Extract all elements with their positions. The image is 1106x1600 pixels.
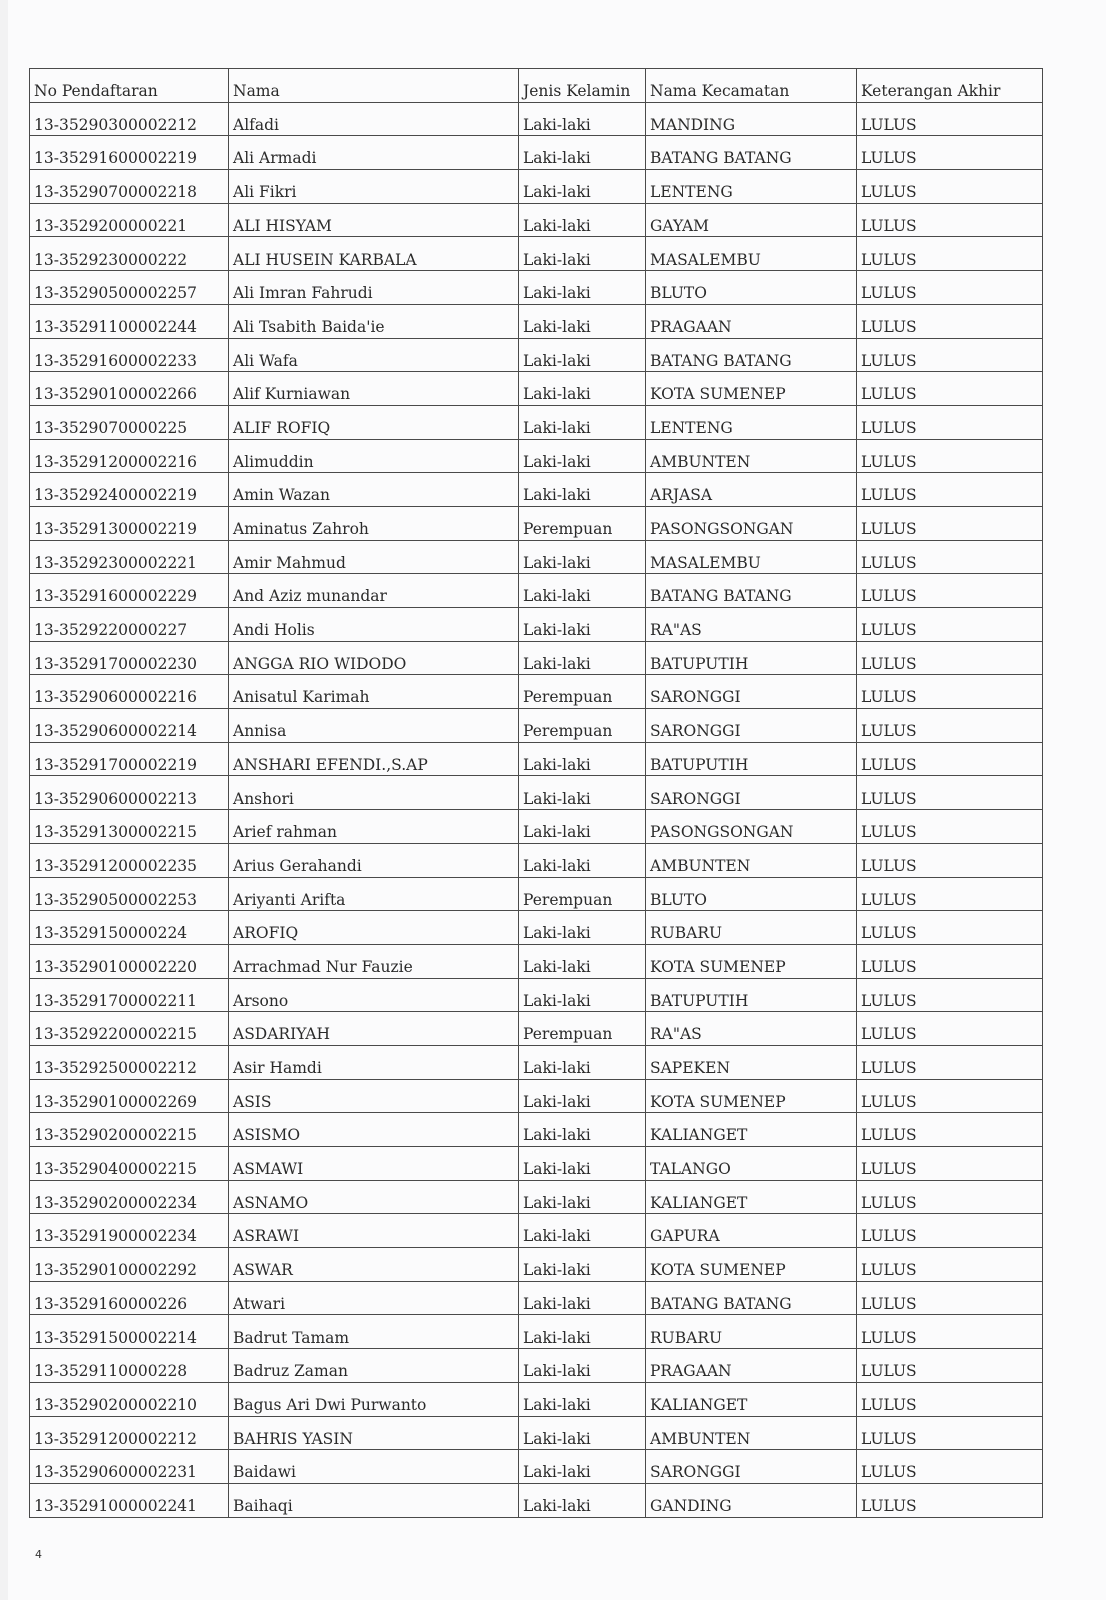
cell-jenis-kelamin: Laki-laki xyxy=(519,810,646,844)
cell-nama: ASMAWI xyxy=(229,1147,519,1181)
table-row xyxy=(30,102,1043,136)
cell-nama-kecamatan: RUBARU xyxy=(646,911,857,945)
cell-no-pendaftaran: 13-35291700002230 xyxy=(30,641,229,675)
cell-jenis-kelamin: Laki-laki xyxy=(519,304,646,338)
cell-no-pendaftaran: 13-35291000002241 xyxy=(30,1483,229,1517)
cell-nama-kecamatan: KOTA SUMENEP xyxy=(646,1079,857,1113)
table-row xyxy=(30,877,1043,911)
cell-jenis-kelamin: Laki-laki xyxy=(519,1113,646,1147)
cell-jenis-kelamin: Laki-laki xyxy=(519,136,646,170)
cell-no-pendaftaran: 13-35290600002231 xyxy=(30,1450,229,1484)
cell-keterangan-akhir: LULUS xyxy=(857,473,1043,507)
cell-jenis-kelamin: Laki-laki xyxy=(519,338,646,372)
cell-no-pendaftaran: 13-35291500002214 xyxy=(30,1315,229,1349)
cell-no-pendaftaran: 13-3529070000225 xyxy=(30,405,229,439)
table-row xyxy=(30,1214,1043,1248)
cell-nama: And Aziz munandar xyxy=(229,574,519,608)
cell-nama: ANSHARI EFENDI.,S.AP xyxy=(229,742,519,776)
cell-no-pendaftaran: 13-35291600002233 xyxy=(30,338,229,372)
cell-nama: Alfadi xyxy=(229,102,519,136)
cell-nama-kecamatan: KALIANGET xyxy=(646,1382,857,1416)
table-row xyxy=(30,1483,1043,1517)
table-row xyxy=(30,1147,1043,1181)
cell-jenis-kelamin: Perempuan xyxy=(519,675,646,709)
cell-nama-kecamatan: BATUPUTIH xyxy=(646,742,857,776)
header-nama: Nama xyxy=(229,69,519,103)
cell-no-pendaftaran: 13-35290100002266 xyxy=(30,372,229,406)
cell-jenis-kelamin: Laki-laki xyxy=(519,1349,646,1383)
cell-nama: Badruz Zaman xyxy=(229,1349,519,1383)
table-row xyxy=(30,675,1043,709)
cell-keterangan-akhir: LULUS xyxy=(857,203,1043,237)
cell-keterangan-akhir: LULUS xyxy=(857,944,1043,978)
cell-keterangan-akhir: LULUS xyxy=(857,978,1043,1012)
cell-no-pendaftaran: 13-35291200002212 xyxy=(30,1416,229,1450)
cell-keterangan-akhir: LULUS xyxy=(857,1045,1043,1079)
table-row xyxy=(30,1382,1043,1416)
cell-nama: Amin Wazan xyxy=(229,473,519,507)
cell-nama-kecamatan: KOTA SUMENEP xyxy=(646,1248,857,1282)
cell-keterangan-akhir: LULUS xyxy=(857,911,1043,945)
cell-jenis-kelamin: Laki-laki xyxy=(519,911,646,945)
cell-keterangan-akhir: LULUS xyxy=(857,271,1043,305)
cell-jenis-kelamin: Laki-laki xyxy=(519,439,646,473)
cell-no-pendaftaran: 13-35290200002215 xyxy=(30,1113,229,1147)
cell-jenis-kelamin: Laki-laki xyxy=(519,1079,646,1113)
cell-jenis-kelamin: Laki-laki xyxy=(519,574,646,608)
cell-keterangan-akhir: LULUS xyxy=(857,237,1043,271)
cell-keterangan-akhir: LULUS xyxy=(857,641,1043,675)
cell-nama-kecamatan: KALIANGET xyxy=(646,1113,857,1147)
cell-no-pendaftaran: 13-35290700002218 xyxy=(30,170,229,204)
cell-nama-kecamatan: LENTENG xyxy=(646,170,857,204)
cell-keterangan-akhir: LULUS xyxy=(857,574,1043,608)
cell-no-pendaftaran: 13-35291600002229 xyxy=(30,574,229,608)
table-row xyxy=(30,540,1043,574)
cell-nama-kecamatan: RA"AS xyxy=(646,1012,857,1046)
table-body xyxy=(30,102,1043,1517)
cell-nama-kecamatan: SARONGGI xyxy=(646,709,857,743)
cell-nama-kecamatan: SARONGGI xyxy=(646,1450,857,1484)
cell-nama: Badrut Tamam xyxy=(229,1315,519,1349)
cell-keterangan-akhir: LULUS xyxy=(857,1315,1043,1349)
cell-keterangan-akhir: LULUS xyxy=(857,709,1043,743)
cell-keterangan-akhir: LULUS xyxy=(857,1113,1043,1147)
cell-keterangan-akhir: LULUS xyxy=(857,776,1043,810)
cell-nama-kecamatan: BLUTO xyxy=(646,271,857,305)
cell-keterangan-akhir: LULUS xyxy=(857,1281,1043,1315)
cell-nama-kecamatan: BATANG BATANG xyxy=(646,574,857,608)
table-row xyxy=(30,776,1043,810)
cell-nama-kecamatan: AMBUNTEN xyxy=(646,439,857,473)
cell-nama-kecamatan: MASALEMBU xyxy=(646,540,857,574)
cell-nama: Anisatul Karimah xyxy=(229,675,519,709)
cell-nama: ASISMO xyxy=(229,1113,519,1147)
cell-nama: Arius Gerahandi xyxy=(229,843,519,877)
cell-nama: Alif Kurniawan xyxy=(229,372,519,406)
table-row xyxy=(30,439,1043,473)
cell-no-pendaftaran: 13-35290200002210 xyxy=(30,1382,229,1416)
cell-keterangan-akhir: LULUS xyxy=(857,102,1043,136)
cell-jenis-kelamin: Laki-laki xyxy=(519,1450,646,1484)
cell-keterangan-akhir: LULUS xyxy=(857,405,1043,439)
cell-no-pendaftaran: 13-35292400002219 xyxy=(30,473,229,507)
cell-nama-kecamatan: BATUPUTIH xyxy=(646,978,857,1012)
cell-nama: ASNAMO xyxy=(229,1180,519,1214)
cell-no-pendaftaran: 13-35291900002234 xyxy=(30,1214,229,1248)
cell-keterangan-akhir: LULUS xyxy=(857,1349,1043,1383)
cell-keterangan-akhir: LULUS xyxy=(857,1382,1043,1416)
table-row xyxy=(30,1315,1043,1349)
cell-no-pendaftaran: 13-35290500002253 xyxy=(30,877,229,911)
cell-no-pendaftaran: 13-35291200002216 xyxy=(30,439,229,473)
table-row xyxy=(30,1180,1043,1214)
cell-keterangan-akhir: LULUS xyxy=(857,439,1043,473)
cell-nama-kecamatan: SARONGGI xyxy=(646,675,857,709)
cell-no-pendaftaran: 13-35292200002215 xyxy=(30,1012,229,1046)
cell-jenis-kelamin: Perempuan xyxy=(519,877,646,911)
cell-nama: Arrachmad Nur Fauzie xyxy=(229,944,519,978)
cell-nama: Amir Mahmud xyxy=(229,540,519,574)
cell-nama-kecamatan: PRAGAAN xyxy=(646,1349,857,1383)
table-row xyxy=(30,405,1043,439)
cell-no-pendaftaran: 13-35291700002219 xyxy=(30,742,229,776)
cell-nama-kecamatan: KOTA SUMENEP xyxy=(646,944,857,978)
cell-nama-kecamatan: GAYAM xyxy=(646,203,857,237)
cell-nama: Alimuddin xyxy=(229,439,519,473)
document-page xyxy=(8,0,1106,1600)
cell-keterangan-akhir: LULUS xyxy=(857,1079,1043,1113)
cell-jenis-kelamin: Laki-laki xyxy=(519,1483,646,1517)
cell-no-pendaftaran: 13-35290600002214 xyxy=(30,709,229,743)
cell-no-pendaftaran: 13-35290100002269 xyxy=(30,1079,229,1113)
cell-nama: Ali Wafa xyxy=(229,338,519,372)
cell-nama: Asir Hamdi xyxy=(229,1045,519,1079)
cell-no-pendaftaran: 13-35290600002216 xyxy=(30,675,229,709)
cell-nama-kecamatan: KOTA SUMENEP xyxy=(646,372,857,406)
cell-jenis-kelamin: Perempuan xyxy=(519,506,646,540)
cell-keterangan-akhir: LULUS xyxy=(857,1416,1043,1450)
cell-nama: BAHRIS YASIN xyxy=(229,1416,519,1450)
cell-no-pendaftaran: 13-35291100002244 xyxy=(30,304,229,338)
table-row xyxy=(30,1281,1043,1315)
header-jenis-kelamin: Jenis Kelamin xyxy=(519,69,646,103)
cell-nama-kecamatan: AMBUNTEN xyxy=(646,1416,857,1450)
cell-nama-kecamatan: KALIANGET xyxy=(646,1180,857,1214)
cell-nama: Aminatus Zahroh xyxy=(229,506,519,540)
cell-nama-kecamatan: MASALEMBU xyxy=(646,237,857,271)
cell-nama-kecamatan: PRAGAAN xyxy=(646,304,857,338)
cell-nama: Ali Fikri xyxy=(229,170,519,204)
cell-nama: Annisa xyxy=(229,709,519,743)
cell-jenis-kelamin: Laki-laki xyxy=(519,102,646,136)
cell-no-pendaftaran: 13-3529200000221 xyxy=(30,203,229,237)
cell-nama-kecamatan: RA"AS xyxy=(646,608,857,642)
cell-nama-kecamatan: PASONGSONGAN xyxy=(646,506,857,540)
cell-no-pendaftaran: 13-3529150000224 xyxy=(30,911,229,945)
cell-nama-kecamatan: GAPURA xyxy=(646,1214,857,1248)
table-row xyxy=(30,742,1043,776)
table-row xyxy=(30,1113,1043,1147)
cell-keterangan-akhir: LULUS xyxy=(857,136,1043,170)
cell-keterangan-akhir: LULUS xyxy=(857,1483,1043,1517)
header-keterangan-akhir: Keterangan Akhir xyxy=(857,69,1043,103)
table-row xyxy=(30,911,1043,945)
cell-nama: ASDARIYAH xyxy=(229,1012,519,1046)
cell-keterangan-akhir: LULUS xyxy=(857,742,1043,776)
table-row xyxy=(30,1248,1043,1282)
cell-nama-kecamatan: SAPEKEN xyxy=(646,1045,857,1079)
cell-jenis-kelamin: Laki-laki xyxy=(519,1214,646,1248)
cell-nama-kecamatan: RUBARU xyxy=(646,1315,857,1349)
cell-nama: AROFIQ xyxy=(229,911,519,945)
table-row xyxy=(30,271,1043,305)
cell-no-pendaftaran: 13-35291600002219 xyxy=(30,136,229,170)
table-row xyxy=(30,978,1043,1012)
cell-no-pendaftaran: 13-35291700002211 xyxy=(30,978,229,1012)
cell-nama: Atwari xyxy=(229,1281,519,1315)
cell-keterangan-akhir: LULUS xyxy=(857,170,1043,204)
results-table xyxy=(29,68,1043,1518)
cell-jenis-kelamin: Laki-laki xyxy=(519,170,646,204)
cell-nama: Anshori xyxy=(229,776,519,810)
cell-keterangan-akhir: LULUS xyxy=(857,1180,1043,1214)
cell-keterangan-akhir: LULUS xyxy=(857,506,1043,540)
cell-nama: ASWAR xyxy=(229,1248,519,1282)
cell-nama-kecamatan: TALANGO xyxy=(646,1147,857,1181)
cell-jenis-kelamin: Laki-laki xyxy=(519,1281,646,1315)
table-row xyxy=(30,1045,1043,1079)
table-row xyxy=(30,843,1043,877)
cell-jenis-kelamin: Laki-laki xyxy=(519,405,646,439)
cell-keterangan-akhir: LULUS xyxy=(857,1012,1043,1046)
cell-keterangan-akhir: LULUS xyxy=(857,675,1043,709)
cell-no-pendaftaran: 13-3529220000227 xyxy=(30,608,229,642)
table-row xyxy=(30,372,1043,406)
table-row xyxy=(30,1012,1043,1046)
header-no-pendaftaran: No Pendaftaran xyxy=(30,69,229,103)
table-row xyxy=(30,1416,1043,1450)
table-row xyxy=(30,170,1043,204)
cell-nama: Ali Armadi xyxy=(229,136,519,170)
cell-jenis-kelamin: Laki-laki xyxy=(519,473,646,507)
cell-keterangan-akhir: LULUS xyxy=(857,372,1043,406)
table-row xyxy=(30,944,1043,978)
cell-jenis-kelamin: Laki-laki xyxy=(519,843,646,877)
cell-jenis-kelamin: Laki-laki xyxy=(519,742,646,776)
cell-no-pendaftaran: 13-3529160000226 xyxy=(30,1281,229,1315)
cell-jenis-kelamin: Laki-laki xyxy=(519,1248,646,1282)
cell-no-pendaftaran: 13-35290100002220 xyxy=(30,944,229,978)
cell-nama: Ali Tsabith Baida'ie xyxy=(229,304,519,338)
table-row xyxy=(30,506,1043,540)
cell-nama: Bagus Ari Dwi Purwanto xyxy=(229,1382,519,1416)
cell-keterangan-akhir: LULUS xyxy=(857,304,1043,338)
cell-no-pendaftaran: 13-35292500002212 xyxy=(30,1045,229,1079)
table-row xyxy=(30,237,1043,271)
cell-nama-kecamatan: PASONGSONGAN xyxy=(646,810,857,844)
cell-keterangan-akhir: LULUS xyxy=(857,810,1043,844)
cell-jenis-kelamin: Laki-laki xyxy=(519,608,646,642)
cell-nama-kecamatan: GANDING xyxy=(646,1483,857,1517)
cell-keterangan-akhir: LULUS xyxy=(857,1248,1043,1282)
cell-no-pendaftaran: 13-35291300002215 xyxy=(30,810,229,844)
cell-nama: ALIF ROFIQ xyxy=(229,405,519,439)
cell-nama: Ali Imran Fahrudi xyxy=(229,271,519,305)
cell-nama-kecamatan: AMBUNTEN xyxy=(646,843,857,877)
cell-jenis-kelamin: Laki-laki xyxy=(519,540,646,574)
cell-jenis-kelamin: Laki-laki xyxy=(519,237,646,271)
cell-jenis-kelamin: Perempuan xyxy=(519,709,646,743)
cell-jenis-kelamin: Laki-laki xyxy=(519,203,646,237)
cell-jenis-kelamin: Perempuan xyxy=(519,1012,646,1046)
cell-nama: Arsono xyxy=(229,978,519,1012)
table-row xyxy=(30,1349,1043,1383)
table-row xyxy=(30,608,1043,642)
cell-no-pendaftaran: 13-35292300002221 xyxy=(30,540,229,574)
cell-nama: Baidawi xyxy=(229,1450,519,1484)
table-row xyxy=(30,136,1043,170)
table-row xyxy=(30,709,1043,743)
table-row xyxy=(30,473,1043,507)
cell-no-pendaftaran: 13-3529230000222 xyxy=(30,237,229,271)
cell-jenis-kelamin: Laki-laki xyxy=(519,372,646,406)
table-row xyxy=(30,203,1043,237)
table-row xyxy=(30,338,1043,372)
table-header-row xyxy=(30,69,1043,103)
cell-no-pendaftaran: 13-35290300002212 xyxy=(30,102,229,136)
cell-keterangan-akhir: LULUS xyxy=(857,1147,1043,1181)
cell-no-pendaftaran: 13-35290400002215 xyxy=(30,1147,229,1181)
cell-keterangan-akhir: LULUS xyxy=(857,843,1043,877)
table-row xyxy=(30,304,1043,338)
cell-nama: ASRAWI xyxy=(229,1214,519,1248)
cell-nama: ASIS xyxy=(229,1079,519,1113)
cell-jenis-kelamin: Laki-laki xyxy=(519,1315,646,1349)
cell-jenis-kelamin: Laki-laki xyxy=(519,978,646,1012)
cell-nama-kecamatan: BATANG BATANG xyxy=(646,136,857,170)
cell-nama: Baihaqi xyxy=(229,1483,519,1517)
cell-no-pendaftaran: 13-35290500002257 xyxy=(30,271,229,305)
cell-jenis-kelamin: Laki-laki xyxy=(519,1382,646,1416)
cell-nama-kecamatan: ARJASA xyxy=(646,473,857,507)
cell-jenis-kelamin: Laki-laki xyxy=(519,776,646,810)
cell-nama-kecamatan: SARONGGI xyxy=(646,776,857,810)
cell-nama: ALI HUSEIN KARBALA xyxy=(229,237,519,271)
table-row xyxy=(30,1079,1043,1113)
cell-nama: ANGGA RIO WIDODO xyxy=(229,641,519,675)
table-row xyxy=(30,641,1043,675)
cell-nama: ALI HISYAM xyxy=(229,203,519,237)
cell-nama-kecamatan: BATUPUTIH xyxy=(646,641,857,675)
cell-keterangan-akhir: LULUS xyxy=(857,1214,1043,1248)
table-row xyxy=(30,1450,1043,1484)
cell-jenis-kelamin: Laki-laki xyxy=(519,1416,646,1450)
table-row xyxy=(30,810,1043,844)
table-row xyxy=(30,574,1043,608)
cell-no-pendaftaran: 13-35291300002219 xyxy=(30,506,229,540)
page-number: 4 xyxy=(35,1548,42,1561)
cell-no-pendaftaran: 13-3529110000228 xyxy=(30,1349,229,1383)
cell-jenis-kelamin: Laki-laki xyxy=(519,641,646,675)
cell-no-pendaftaran: 13-35290600002213 xyxy=(30,776,229,810)
cell-keterangan-akhir: LULUS xyxy=(857,608,1043,642)
cell-nama: Andi Holis xyxy=(229,608,519,642)
cell-jenis-kelamin: Laki-laki xyxy=(519,1180,646,1214)
cell-nama-kecamatan: BATANG BATANG xyxy=(646,1281,857,1315)
header-nama-kecamatan: Nama Kecamatan xyxy=(646,69,857,103)
cell-nama-kecamatan: MANDING xyxy=(646,102,857,136)
cell-no-pendaftaran: 13-35291200002235 xyxy=(30,843,229,877)
cell-nama-kecamatan: LENTENG xyxy=(646,405,857,439)
cell-no-pendaftaran: 13-35290100002292 xyxy=(30,1248,229,1282)
cell-jenis-kelamin: Laki-laki xyxy=(519,1147,646,1181)
cell-jenis-kelamin: Laki-laki xyxy=(519,944,646,978)
cell-keterangan-akhir: LULUS xyxy=(857,877,1043,911)
cell-nama: Ariyanti Arifta xyxy=(229,877,519,911)
cell-nama-kecamatan: BATANG BATANG xyxy=(646,338,857,372)
cell-keterangan-akhir: LULUS xyxy=(857,540,1043,574)
cell-keterangan-akhir: LULUS xyxy=(857,338,1043,372)
cell-keterangan-akhir: LULUS xyxy=(857,1450,1043,1484)
cell-jenis-kelamin: Laki-laki xyxy=(519,1045,646,1079)
cell-no-pendaftaran: 13-35290200002234 xyxy=(30,1180,229,1214)
cell-nama: Arief rahman xyxy=(229,810,519,844)
cell-jenis-kelamin: Laki-laki xyxy=(519,271,646,305)
cell-nama-kecamatan: BLUTO xyxy=(646,877,857,911)
